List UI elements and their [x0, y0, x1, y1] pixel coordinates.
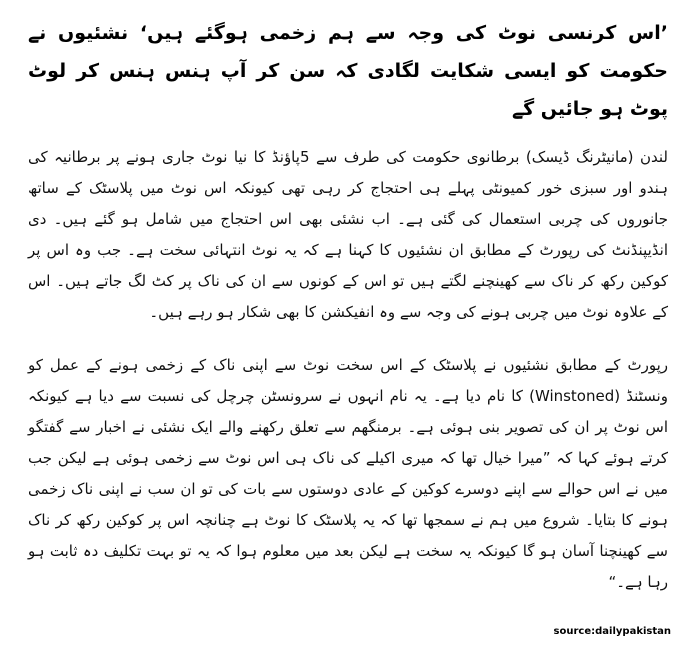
article [28, 14, 668, 620]
article-headline: ’اس کرنسی نوٹ کی وجہ سے ہم زخمی ہوگئے ہیں‘ نشئیوں نے حکومت کو ایسی شکایت لگادی کہ سن کر آپ ہنس ہنس کر لوٹ پوٹ ہو جائیں گے [28, 22, 668, 120]
article-paragraph-2: رپورٹ کے مطابق نشئیوں نے پلاسٹک کے اس سخت نوٹ سے اپنی ناک کے زخمی ہونے کے عمل کو ونسٹنڈ (Winstoned) کا نام دیا ہے۔ یہ نام انہوں نے سرونسٹن چرچل کی نسبت سے دیا ہے کیونکہ اس نوٹ پر ان کی تصویر بنی ہوئی ہے۔ برمنگھم سے تعلق رکھنے والے ایک نشئی نے اخبار سے گفتگو کرتے ہوئے کہا کہ ”میرا خیال تھا کہ میری اکیلے کی ناک ہی اس نوٹ سے زخمی ہوئی ہے لیکن جب میں نے اس حوالے سے اپنے دوسرے کوکین کے عادی دوستوں سے بات کی تو ان سب نے اپنی ناک زخمی ہونے کا بتایا۔ شروع میں ہم نے سمجھا تھا کہ یہ پلاسٹک کا نوٹ ہے چنانچہ اس پر کوکین رکھ کر ناک سے کھینچنا آسان ہو گا کیونکہ یہ سخت ہے لیکن بعد میں معلوم ہوا کہ یہ تو بہت تکلیف دہ ثابت ہو رہا ہے۔“ [28, 356, 668, 591]
source-credit: source:dailypakistan [553, 626, 671, 637]
article-paragraph-1: لندن (مانیٹرنگ ڈیسک) برطانوی حکومت کی طرف سے 5پاﺅنڈ کا نیا نوٹ جاری ہونے پر برطانیہ کی ہندو اور سبزی خور کمیونٹی پہلے ہی احتجاج کر رہی تھی کیونکہ اس نوٹ میں پلاسٹک کے ساتھ جانوروں کی چربی استعمال کی گئی ہے۔ اب نشئی بھی اس احتجاج میں شامل ہو گئے ہیں۔ دی انڈیپنڈنٹ کی رپورٹ کے مطابق ان نشئیوں کا کہنا ہے کہ یہ نوٹ انتہائی سخت ہے۔ جب وہ اس پر کوکین رکھ کر ناک سے کھینچنے لگتے ہیں تو اس کے کونوں سے ان کی ناک پر کٹ لگ جاتے ہیں۔ اس کے علاوہ نوٹ میں چربی ہونے کی وجہ سے وہ انفیکشن کا بھی شکار ہو رہے ہیں۔ [28, 148, 668, 321]
